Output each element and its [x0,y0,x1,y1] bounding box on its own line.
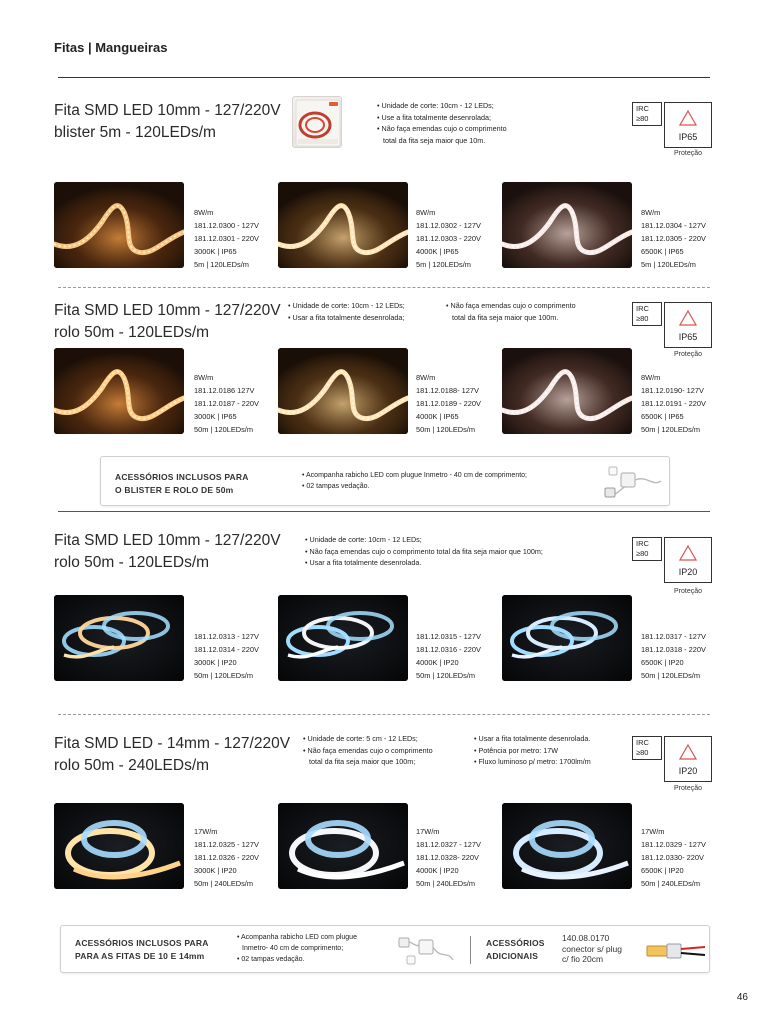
accessories-separator [470,936,471,964]
spec-power: 8W/m [416,208,436,217]
spec-power: 17W/m [194,827,218,836]
bullet: • Use a fita totalmente desenrolada; [377,112,491,122]
protection-label: Proteção [673,150,703,157]
section2-irc-badge [632,302,662,326]
spec-code-127v: 181.12.0302 - 127V [416,221,481,230]
section4-title-line1: Fita SMD LED - 14mm - 127/220V [54,735,291,752]
led-roll-photo-6500k [502,595,632,681]
bullet: total da fita seja maior que 100m; [309,757,416,766]
section3-bullets [305,534,543,569]
spec-temp: 3000K | IP65 [194,247,237,256]
spec-power: 17W/m [416,827,440,836]
section1-bullets [377,100,507,146]
spec-length: 50m | 240LEDs/m [416,879,476,888]
spec-length: 50m | 240LEDs/m [641,879,701,888]
section2-bullets-col2 [446,300,576,323]
led-strip-photo-3000k [54,348,184,434]
led-strip-photo-4000k [278,348,408,434]
spec-code-127v: 181.12.0304 - 127V [641,221,706,230]
spec-temp: 3000K | IP20 [194,866,237,875]
led-strip-photo-6500k [502,182,632,268]
section1-title-line1: Fita SMD LED 10mm - 127/220V [54,102,281,119]
spec-power: 8W/m [194,208,214,217]
spec-temp: 4000K | IP20 [416,658,459,667]
accessories-bullets [302,470,527,492]
spec-code-220v: 181.12.0328- 220V [416,853,479,862]
section2-title [54,300,281,344]
spec-power: 8W/m [641,373,661,382]
connector-with-wire-image [645,936,707,966]
product-spec-6500k [641,371,706,436]
spec-code-127v: 181.12.0317 - 127V [641,632,706,641]
spec-temp: 4000K | IP20 [416,866,459,875]
bullet: • 02 tampas vedação. [237,956,305,963]
additional-accessory-desc2: c/ fio 20cm [562,954,604,964]
section3-title-line2: rolo 50m - 120LEDs/m [54,554,210,571]
spec-code-127v: 181.12.0313 - 127V [194,632,259,641]
section1-protection-badge [664,102,712,148]
warning-triangle-icon [679,110,697,126]
led-pigtail-connector-image [397,930,455,970]
bullet: • Usar a fita totalmente desenrolada. [474,734,591,743]
bullet: • Potência por metro: 17W [474,745,559,755]
bullet: • Acompanha rabicho LED com plugue Inmetro - 40 cm de comprimento; [302,472,528,479]
additional-accessory-code: 140.08.0170 [562,933,610,943]
product-spec-3000k [194,371,259,436]
page-header-title: Fitas | Mangueiras [54,40,168,55]
irc-label: IRC [636,738,649,747]
section4-bullets-col2 [474,733,591,768]
spec-temp: 6500K | IP20 [641,866,684,875]
section-divider [58,287,710,288]
bullet: Inmetro- 40 cm de comprimento; [242,945,344,952]
spec-temp: 4000K | IP65 [416,247,459,256]
blister-package-image [292,96,342,148]
irc-value: ≥80 [636,114,649,123]
accessories-title-line2: PARA AS FITAS DE 10 E 14mm [75,951,205,961]
spec-power: 8W/m [194,373,214,382]
spec-power: 17W/m [641,827,665,836]
section-divider-solid [58,511,710,512]
ip-rating: IP20 [678,766,698,776]
section3-title-line1: Fita SMD LED 10mm - 127/220V [54,532,281,549]
product-spec-6500k [641,825,706,890]
header-divider [58,77,710,78]
spec-code-220v: 181.12.0189 - 220V [416,399,481,408]
spec-code-220v: 181.12.0326 - 220V [194,853,259,862]
bullet: • Acompanha rabicho LED com plugue [237,934,357,941]
spec-code-220v: 181.12.0301 - 220V [194,234,259,243]
led-roll-photo-3000k-14mm [54,803,184,889]
accessories-title [75,937,209,963]
product-spec-6500k [641,630,706,682]
spec-code-127v: 181.12.0327 - 127V [416,840,481,849]
warning-triangle-icon [679,310,697,326]
bullet: • Usar a fita totalmente desenrolada; [288,312,405,322]
ip-rating: IP20 [678,567,698,577]
bullet: • Unidade de corte: 10cm - 12 LEDs; [377,101,494,110]
product-spec-4000k [416,630,481,682]
led-pigtail-connector-image [603,463,665,501]
section2-bullets-col1 [288,300,405,323]
led-strip-photo-4000k [278,182,408,268]
bullet: • Não faça emendas cujo o comprimento [377,124,507,133]
spec-length: 50m | 120LEDs/m [416,425,476,434]
irc-value: ≥80 [636,314,649,323]
spec-code-220v: 181.12.0191 - 220V [641,399,706,408]
bullet: • Unidade de corte: 10cm - 12 LEDs; [288,301,405,310]
spec-power: 8W/m [641,208,661,217]
bullet: • Unidade de corte: 5 cm - 12 LEDs; [303,734,418,743]
accessories-included-box-2 [60,925,710,973]
section-divider [58,714,710,715]
product-spec-4000k [416,371,481,436]
product-spec-3000k [194,206,259,271]
section4-title-line2: rolo 50m - 240LEDs/m [54,757,210,774]
bullet: • 02 tampas vedação. [302,483,370,490]
section4-title [54,733,290,777]
product-spec-4000k [416,206,481,271]
section1-title-line2: blister 5m - 120LEDs/m [54,124,216,141]
spec-code-127v: 181.12.0186 127V [194,386,255,395]
section1-irc-badge [632,102,662,126]
spec-code-220v: 181.12.0330- 220V [641,853,704,862]
spec-code-127v: 181.12.0188- 127V [416,386,479,395]
section1-title [54,100,281,144]
bullet: total da fita seja maior que 100m. [452,312,559,322]
protection-label: Proteção [673,785,703,792]
additional-accessories-title [486,937,545,963]
spec-code-220v: 181.12.0187 - 220V [194,399,259,408]
page-number: 46 [736,992,748,1003]
spec-code-127v: 181.12.0190- 127V [641,386,704,395]
spec-code-127v: 181.12.0315 - 127V [416,632,481,641]
accessories-title-line1: ACESSÓRIOS INCLUSOS PARA [75,938,209,948]
bullet: • Unidade de corte: 10cm - 12 LEDs; [305,535,422,544]
spec-length: 50m | 240LEDs/m [194,879,254,888]
additional-accessories-title-line2: ADICIONAIS [486,951,539,961]
irc-value: ≥80 [636,549,649,558]
spec-code-220v: 181.12.0318 - 220V [641,645,706,654]
ip-rating: IP65 [678,132,698,142]
spec-temp: 3000K | IP20 [194,658,237,667]
spec-temp: 4000K | IP65 [416,412,459,421]
product-spec-3000k [194,825,259,890]
additional-accessory-desc1: conector s/ plug [562,943,623,954]
accessories-included-box [100,456,670,506]
spec-temp: 6500K | IP65 [641,412,684,421]
product-spec-3000k [194,630,259,682]
spec-temp: 3000K | IP65 [194,412,237,421]
warning-triangle-icon [679,545,697,561]
section2-protection-badge [664,302,712,348]
section4-irc-badge [632,736,662,760]
led-strip-photo-3000k [54,182,184,268]
led-roll-photo-4000k-14mm [278,803,408,889]
additional-accessories-title-line1: ACESSÓRIOS [486,938,545,948]
section4-protection-badge [664,736,712,782]
bullet: • Não faça emendas cujo o comprimento total da fita seja maior que 100m; [305,546,543,556]
spec-length: 50m | 120LEDs/m [194,425,254,434]
led-roll-photo-3000k [54,595,184,681]
spec-code-220v: 181.12.0305 - 220V [641,234,706,243]
spec-temp: 6500K | IP20 [641,658,684,667]
product-spec-4000k [416,825,481,890]
led-roll-photo-6500k-14mm [502,803,632,889]
irc-label: IRC [636,304,649,313]
section2-title-line2: rolo 50m - 120LEDs/m [54,324,210,341]
spec-length: 50m | 120LEDs/m [641,671,701,680]
bullet: • Não faça emendas cujo o comprimento [446,301,576,310]
bullet: • Fluxo luminoso p/ metro: 1700lm/m [474,757,591,766]
spec-temp: 6500K | IP65 [641,247,684,256]
spec-code-220v: 181.12.0303 - 220V [416,234,481,243]
section2-title-line1: Fita SMD LED 10mm - 127/220V [54,302,281,319]
led-roll-photo-4000k [278,595,408,681]
bullet: • Usar a fita totalmente desenrolada. [305,558,422,567]
protection-label: Proteção [673,588,703,595]
irc-label: IRC [636,539,649,548]
spec-code-220v: 181.12.0316 - 220V [416,645,481,654]
ip-rating: IP65 [678,332,698,342]
section4-bullets-col1 [303,733,433,768]
warning-triangle-icon [679,744,697,760]
section3-irc-badge [632,537,662,561]
section3-protection-badge [664,537,712,583]
accessories-title-line2: O BLISTER E ROLO DE 50m [115,485,234,495]
spec-length: 5m | 120LEDs/m [416,260,471,269]
led-strip-photo-6500k [502,348,632,434]
product-spec-6500k [641,206,706,271]
spec-length: 50m | 120LEDs/m [416,671,476,680]
accessories-bullets [237,932,357,965]
spec-length: 50m | 120LEDs/m [641,425,701,434]
spec-length: 5m | 120LEDs/m [641,260,696,269]
irc-value: ≥80 [636,748,649,757]
spec-length: 50m | 120LEDs/m [194,671,254,680]
protection-label: Proteção [673,351,703,358]
irc-label: IRC [636,104,649,113]
additional-accessory-info [562,933,622,965]
spec-code-127v: 181.12.0300 - 127V [194,221,259,230]
spec-code-127v: 181.12.0325 - 127V [194,840,259,849]
accessories-title [115,471,249,497]
spec-length: 5m | 120LEDs/m [194,260,249,269]
accessories-title-line1: ACESSÓRIOS INCLUSOS PARA [115,472,249,482]
section3-title [54,530,281,574]
spec-code-220v: 181.12.0314 - 220V [194,645,259,654]
spec-power: 8W/m [416,373,436,382]
spec-code-127v: 181.12.0329 - 127V [641,840,706,849]
bullet: • Não faça emendas cujo o comprimento [303,745,433,755]
bullet: total da fita seja maior que 10m. [383,135,486,145]
